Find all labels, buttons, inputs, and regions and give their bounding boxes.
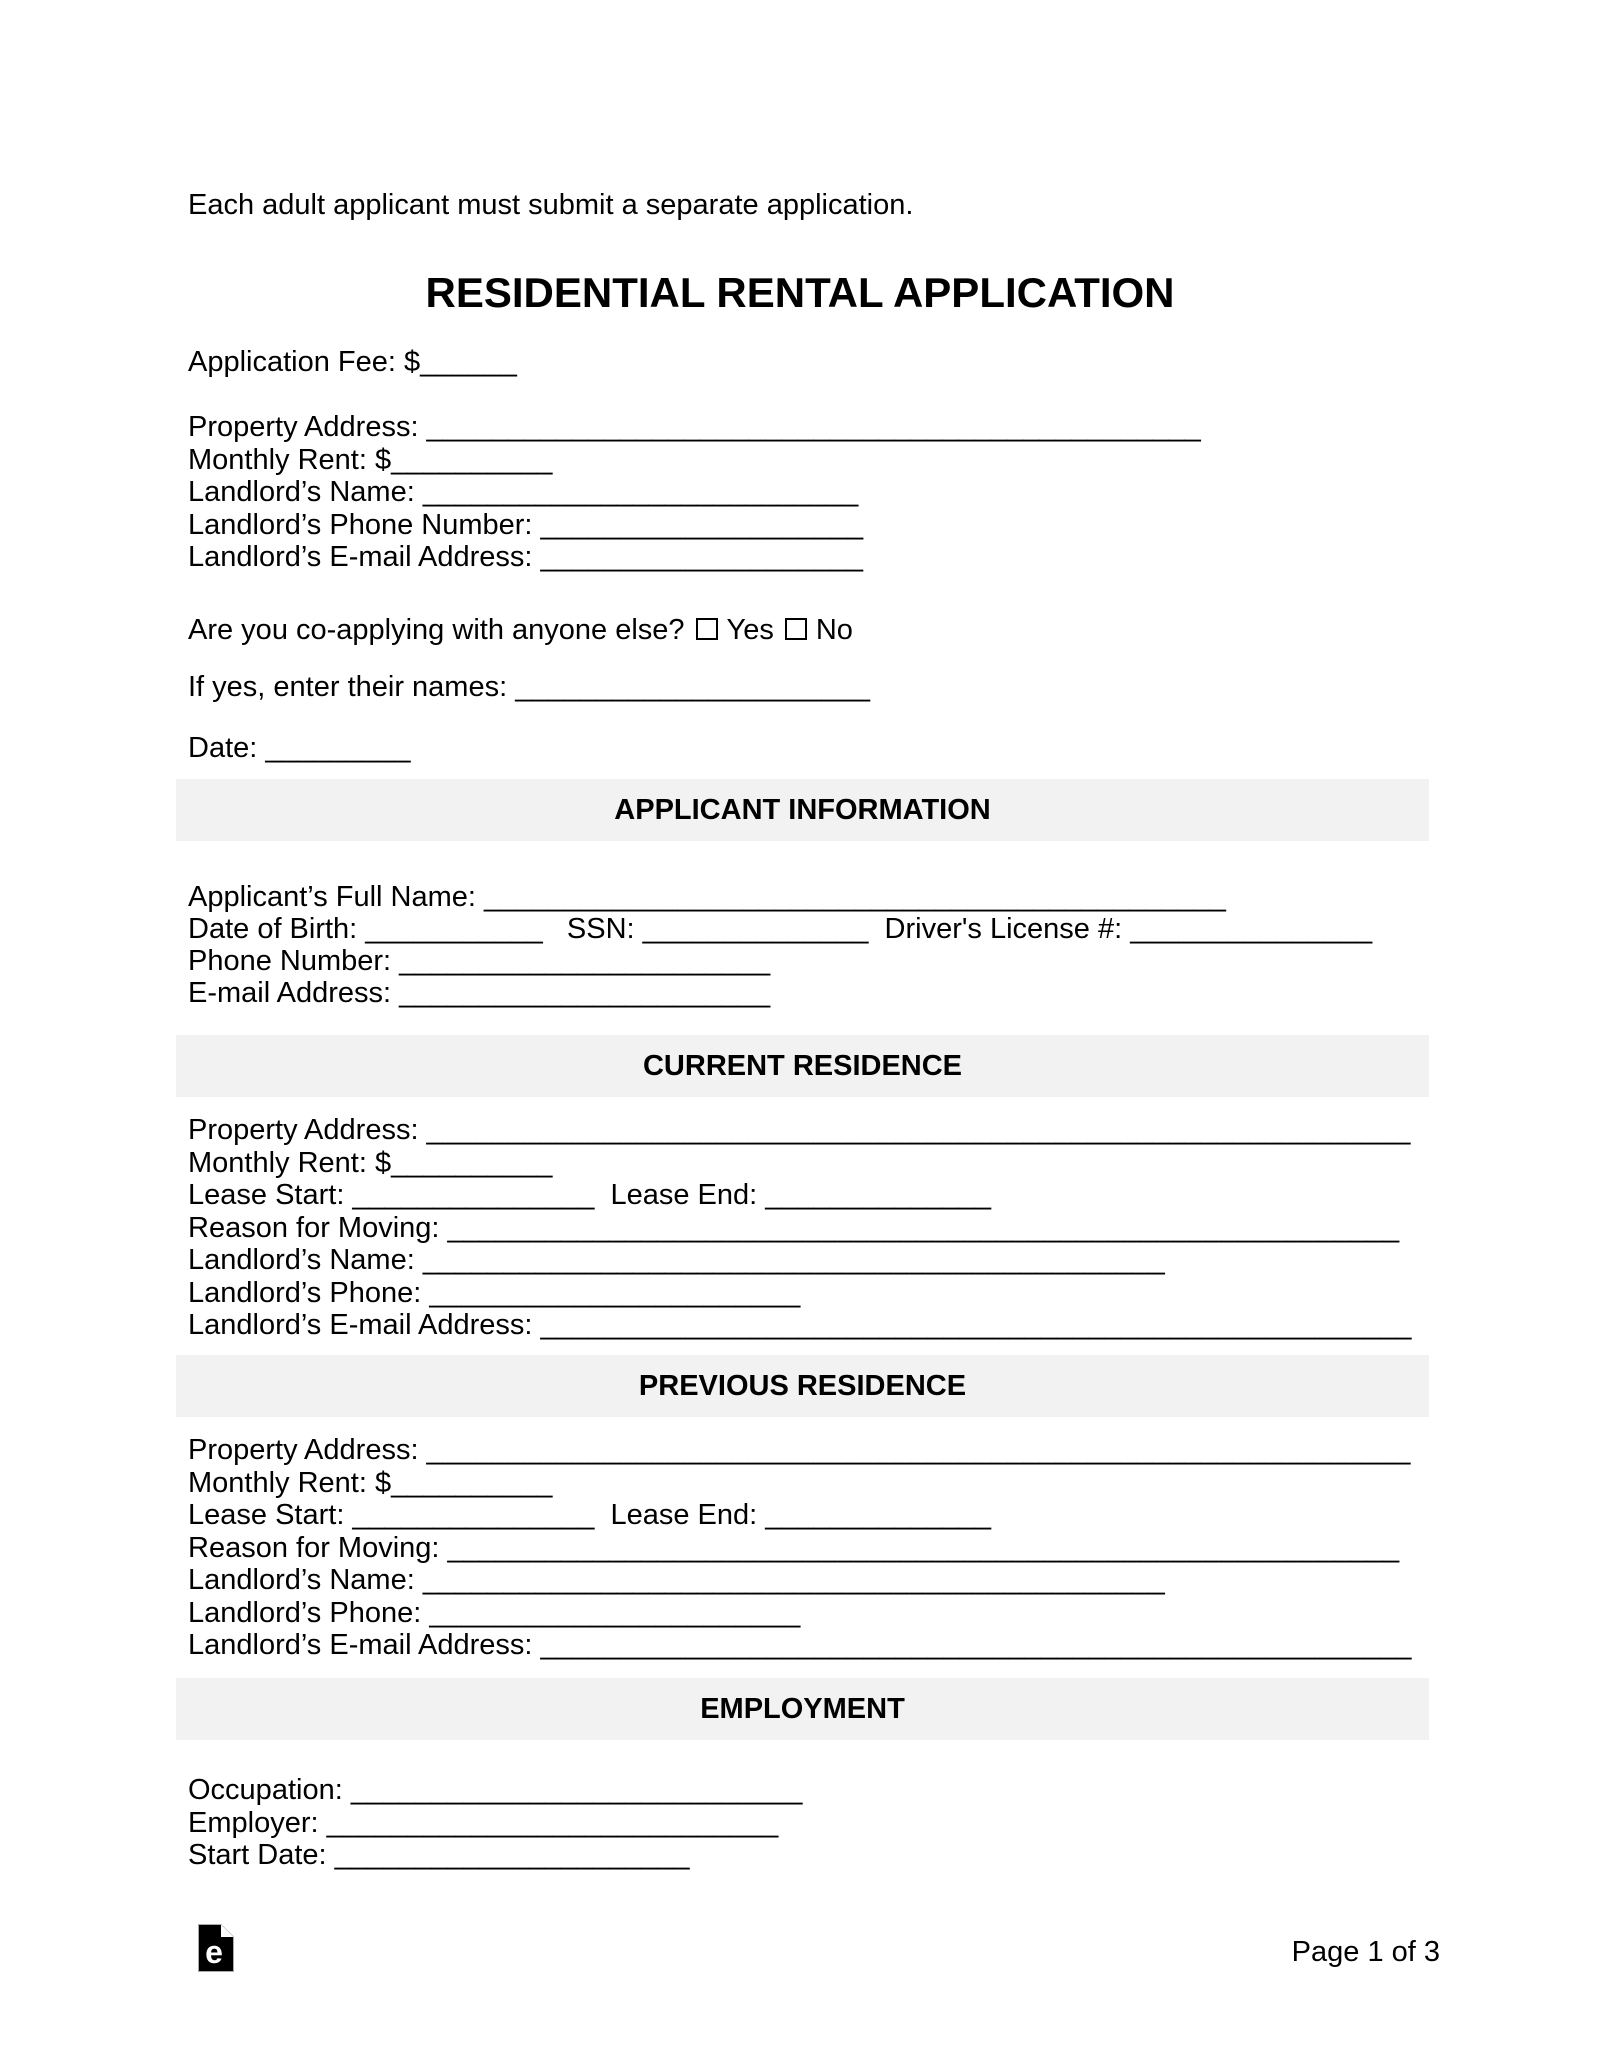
reason-for-moving-line: Reason for Moving: ___________________________________________________________ (188, 1211, 1400, 1244)
landlord-email-line: Landlord’s E-mail Address: ______________________________________________________ (188, 1629, 1412, 1661)
applicant-full-name-line: Applicant’s Full Name: ______________________________________________ (188, 881, 1226, 913)
section-header-label: CURRENT RESIDENCE (642, 1049, 963, 1082)
lease-start-end-line: Lease Start: _______________ Lease End: ______________ (188, 1179, 992, 1211)
property-info-block (188, 411, 1201, 574)
section-header-current-residence (176, 1035, 1429, 1097)
section-header-label: APPLICANT INFORMATION (614, 793, 991, 826)
applicant-information-block (188, 881, 1372, 1009)
section-header-label: PREVIOUS RESIDENCE (638, 1369, 967, 1402)
landlord-phone-line: Landlord’s Phone: _______________________ (188, 1596, 801, 1629)
property-address-line: Property Address: ________________________________________________ (188, 411, 1201, 443)
monthly-rent-line: Monthly Rent: $__________ (188, 443, 553, 476)
monthly-rent-line: Monthly Rent: $__________ (188, 1466, 553, 1499)
occupation-line: Occupation: ____________________________ (188, 1774, 803, 1806)
email-address-line: E-mail Address: _______________________ (188, 977, 771, 1009)
current-residence-block (188, 1114, 1411, 1342)
section-header-label: EMPLOYMENT (700, 1692, 905, 1725)
landlord-phone-line: Landlord’s Phone Number: ____________________ (188, 508, 864, 541)
application-fee-line: Application Fee: $______ (188, 346, 517, 378)
page-number: Page 1 of 3 (1291, 1936, 1440, 1968)
co-applying-line (188, 614, 853, 647)
section-header-previous-residence (176, 1355, 1429, 1417)
landlord-name-line: Landlord’s Name: ___________________________ (188, 476, 859, 508)
no-checkbox-icon (785, 618, 807, 640)
landlord-name-line: Landlord’s Name: ______________________________________________ (188, 1564, 1165, 1596)
yes-checkbox-icon (696, 618, 718, 640)
yes-label: Yes (726, 614, 774, 646)
employer-line: Employer: ____________________________ (188, 1806, 779, 1839)
page-title: RESIDENTIAL RENTAL APPLICATION (425, 269, 1175, 316)
section-header-applicant-information (176, 779, 1429, 841)
monthly-rent-line: Monthly Rent: $__________ (188, 1146, 553, 1179)
date-line: Date: _________ (188, 732, 411, 764)
landlord-phone-line: Landlord’s Phone: _______________________ (188, 1276, 801, 1309)
dob-ssn-license-line: Date of Birth: ___________ SSN: ______________ Driver's License #: _______________ (188, 913, 1373, 945)
svg-text:e: e (205, 1934, 223, 1970)
lease-start-end-line: Lease Start: _______________ Lease End: ______________ (188, 1499, 992, 1531)
landlord-name-line: Landlord’s Name: ______________________________________________ (188, 1244, 1165, 1276)
reason-for-moving-line: Reason for Moving: ___________________________________________________________ (188, 1531, 1400, 1564)
property-address-line: Property Address: _____________________________________________________________ (188, 1114, 1411, 1146)
previous-residence-block (188, 1434, 1411, 1662)
eforms-logo-icon (198, 1924, 234, 1972)
intro-note: Each adult applicant must submit a separate application. (188, 189, 914, 221)
property-address-line: Property Address: _____________________________________________________________ (188, 1434, 1411, 1466)
landlord-email-line: Landlord’s E-mail Address: ______________________________________________________ (188, 1309, 1412, 1341)
co-applying-question: Are you co-applying with anyone else? (188, 614, 685, 646)
landlord-email-line: Landlord’s E-mail Address: ____________________ (188, 541, 864, 573)
start-date-line: Start Date: ______________________ (188, 1839, 690, 1871)
section-header-employment (176, 1678, 1429, 1740)
phone-number-line: Phone Number: _______________________ (188, 945, 771, 977)
employment-block (188, 1774, 802, 1872)
if-yes-names-line: If yes, enter their names: ______________________ (188, 671, 871, 703)
no-label: No (815, 614, 853, 646)
